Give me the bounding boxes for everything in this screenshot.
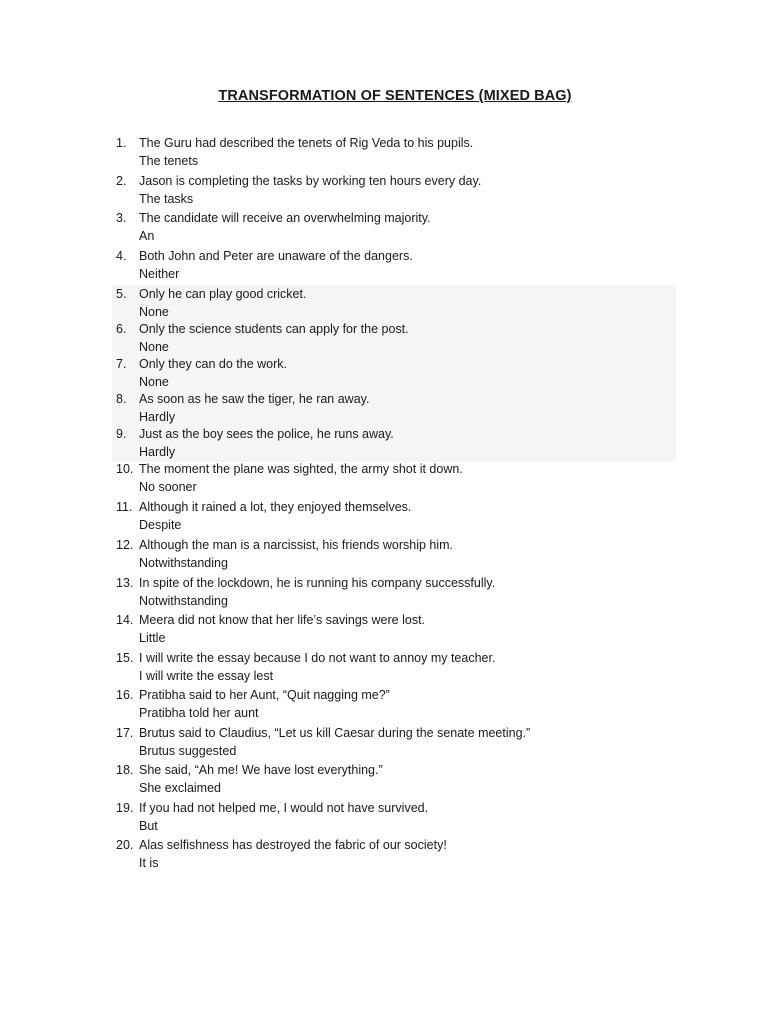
question-sentence: Although the man is a narcissist, his friends worship him. bbox=[139, 538, 454, 552]
question-number: 11. bbox=[116, 500, 133, 514]
question-number: 8. bbox=[116, 392, 127, 406]
question-item bbox=[0, 319, 768, 357]
question-item bbox=[0, 723, 768, 761]
question-number: 7. bbox=[116, 357, 127, 371]
question-sentence: Only he can play good cricket. bbox=[139, 287, 307, 301]
answer-prompt: I will write the essay lest bbox=[139, 669, 274, 683]
answer-prompt: Pratibha told her aunt bbox=[139, 706, 259, 720]
question-number: 17. bbox=[116, 726, 134, 740]
question-sentence: The Guru had described the tenets of Rig Veda to his pupils. bbox=[139, 136, 474, 150]
question-sentence: She said, “Ah me! We have lost everything.” bbox=[139, 763, 383, 777]
question-sentence: Although it rained a lot, they enjoyed themselves. bbox=[139, 500, 412, 514]
answer-prompt: Brutus suggested bbox=[139, 744, 237, 758]
question-item bbox=[0, 798, 768, 836]
answer-prompt: None bbox=[139, 340, 169, 354]
answer-prompt: Hardly bbox=[139, 445, 176, 459]
question-sentence: As soon as he saw the tiger, he ran away. bbox=[139, 392, 370, 406]
question-sentence: Only the science students can apply for the post. bbox=[139, 322, 409, 336]
question-sentence: Alas selfishness has destroyed the fabric of our society! bbox=[139, 838, 447, 852]
question-sentence: I will write the essay because I do not want to annoy my teacher. bbox=[139, 651, 496, 665]
question-number: 2. bbox=[116, 174, 127, 188]
answer-prompt: Neither bbox=[139, 267, 180, 281]
question-sentence: In spite of the lockdown, he is running his company successfully. bbox=[139, 576, 496, 590]
answer-prompt: No sooner bbox=[139, 480, 197, 494]
question-number: 1. bbox=[116, 136, 127, 150]
answer-prompt: None bbox=[139, 305, 169, 319]
question-item bbox=[0, 610, 768, 648]
question-sentence: The candidate will receive an overwhelming majority. bbox=[139, 211, 431, 225]
question-number: 16. bbox=[116, 688, 134, 702]
question-item bbox=[0, 389, 768, 427]
question-number: 3. bbox=[116, 211, 127, 225]
question-item bbox=[0, 535, 768, 573]
question-sentence: Just as the boy sees the police, he runs away. bbox=[139, 427, 394, 441]
question-number: 9. bbox=[116, 427, 127, 441]
question-number: 4. bbox=[116, 249, 127, 263]
answer-prompt: Hardly bbox=[139, 410, 176, 424]
question-item bbox=[0, 208, 768, 246]
question-number: 18. bbox=[116, 763, 134, 777]
answer-prompt: An bbox=[139, 229, 155, 243]
question-sentence: The moment the plane was sighted, the army shot it down. bbox=[139, 462, 463, 476]
question-item bbox=[0, 246, 768, 284]
answer-prompt: Notwithstanding bbox=[139, 594, 228, 608]
question-number: 12. bbox=[116, 538, 134, 552]
question-item bbox=[0, 573, 768, 611]
question-number: 13. bbox=[116, 576, 134, 590]
answer-prompt: None bbox=[139, 375, 169, 389]
answer-prompt: Notwithstanding bbox=[139, 556, 228, 570]
question-sentence: Both John and Peter are unaware of the dangers. bbox=[139, 249, 413, 263]
question-number: 14. bbox=[116, 613, 134, 627]
question-number: 6. bbox=[116, 322, 127, 336]
question-item bbox=[0, 424, 768, 462]
answer-prompt: The tasks bbox=[139, 192, 194, 206]
question-item bbox=[0, 284, 768, 322]
question-item bbox=[0, 171, 768, 209]
question-sentence: Pratibha said to her Aunt, “Quit nagging me?” bbox=[139, 688, 390, 702]
question-number: 10. bbox=[116, 462, 134, 476]
answer-prompt: But bbox=[139, 819, 158, 833]
question-item bbox=[0, 497, 768, 535]
question-item bbox=[0, 133, 768, 171]
answer-prompt: Little bbox=[139, 631, 166, 645]
question-sentence: Brutus said to Claudius, “Let us kill Caesar during the senate meeting.” bbox=[139, 726, 531, 740]
answer-prompt: Despite bbox=[139, 518, 182, 532]
answer-prompt: It is bbox=[139, 856, 159, 870]
question-item bbox=[0, 459, 768, 497]
answer-prompt: The tenets bbox=[139, 154, 199, 168]
question-item bbox=[0, 760, 768, 798]
question-item bbox=[0, 685, 768, 723]
question-item bbox=[0, 354, 768, 392]
answer-prompt: She exclaimed bbox=[139, 781, 221, 795]
question-number: 20. bbox=[116, 838, 134, 852]
question-sentence: Only they can do the work. bbox=[139, 357, 287, 371]
question-number: 15. bbox=[116, 651, 134, 665]
question-number: 5. bbox=[116, 287, 127, 301]
question-sentence: If you had not helped me, I would not have survived. bbox=[139, 801, 429, 815]
question-sentence: Jason is completing the tasks by working ten hours every day. bbox=[139, 174, 482, 188]
question-item bbox=[0, 835, 768, 873]
question-item bbox=[0, 648, 768, 686]
worksheet-title: TRANSFORMATION OF SENTENCES (MIXED BAG) bbox=[218, 88, 572, 104]
question-sentence: Meera did not know that her life’s savings were lost. bbox=[139, 613, 426, 627]
question-number: 19. bbox=[116, 801, 134, 815]
